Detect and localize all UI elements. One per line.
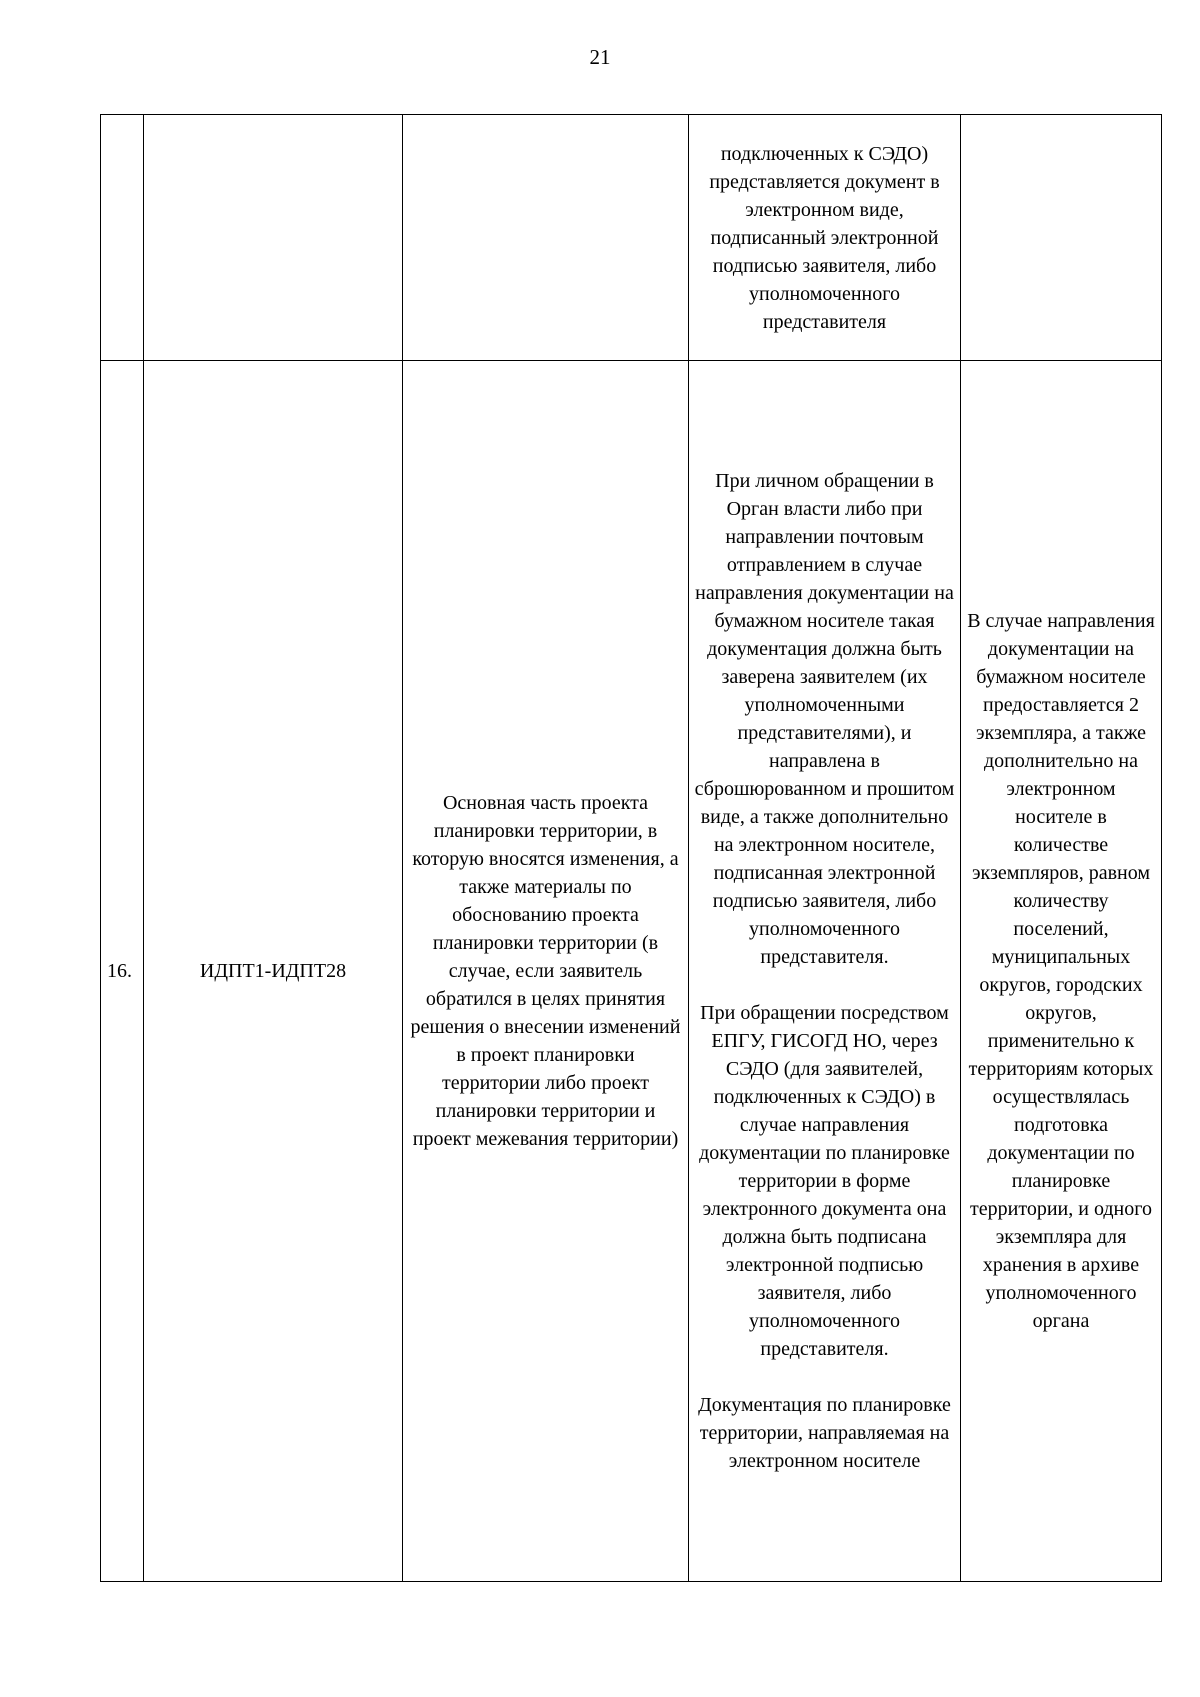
submission-method-cell [689,361,961,1582]
document-code-cell: ИДПТ1-ИДПТ28 [144,361,403,1582]
submission-paragraph-media: Документация по планировке территории, направляемая на электронном носителе [698,1394,951,1472]
row-number-cell: 16. [101,361,144,1582]
table-row-16 [101,361,1162,1582]
submission-paragraph: подключенных к СЭДО) представляется документ в электронном виде, подписанный электронной подписью заявителя, либо уполномоченного представителя [709,142,940,333]
document-code-cell [144,115,403,361]
copies-cell: В случае направления документации на бумажном носителе предоставляется 2 экземпляра, а также дополнительно на электронном носителе в количестве экземпляров, равном количеству поселений, муниципальных округов, городских округов, применительно к территориям которых осуществлялась подготовка документации по планировке территории, и одного экземпляра для хранения в архиве уполномоченного органа [961,361,1162,1582]
submission-paragraph-electronic: При обращении посредством ЕПГУ, ГИСОГД НО, через СЭДО (для заявителей, подключенных к СЭДО) в случае направления документации по планировке территории в форме электронного документа она должна быть подписана электронной подписью заявителя, либо уполномоченного представителя. [699,1002,950,1360]
row-number-cell [101,115,144,361]
document-name-cell [403,115,689,361]
document-name-cell: Основная часть проекта планировки территории, в которую вносятся изменения, а также материалы по обоснованию проекта планировки территории (в случае, если заявитель обратился в целях принятия решения о внесении изменений в проект планировки территории либо проект планировки территории и проект межевания территории) [403,361,689,1582]
documents-table [100,114,1162,1582]
submission-paragraph-paper: При личном обращении в Орган власти либо при направлении почтовым отправлением в случае направления документации на бумажном носителе такая документация должна быть заверена заявителем (их уполномоченными представителями), и направлена в сброшюрованном и прошитом виде, а также дополнительно на электронном носителе, подписанная электронной подписью заявителя, либо уполномоченного представителя. [694,470,955,968]
table-row-continuation [101,115,1162,361]
copies-cell [961,115,1162,361]
page-number: 21 [589,45,611,69]
submission-method-cell [689,115,961,361]
